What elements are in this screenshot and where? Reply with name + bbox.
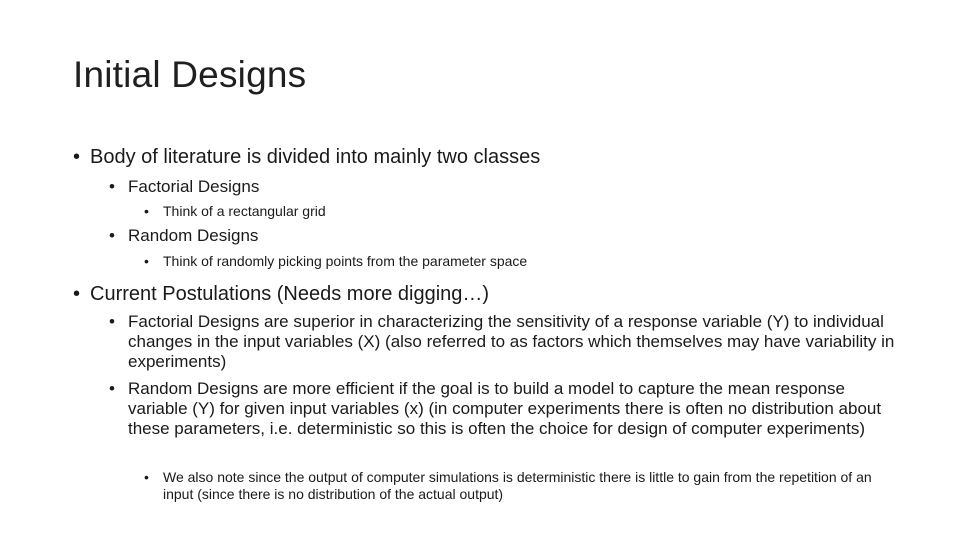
bullet-marker: • [109, 226, 115, 245]
bullet-marker: • [109, 312, 115, 331]
slide-title: Initial Designs [73, 54, 307, 95]
bullet-text: Factorial Designs [128, 177, 260, 196]
bullet-factorial-designs [109, 177, 908, 197]
bullet-text: Think of a rectangular grid [163, 203, 326, 219]
bullet-text: Body of literature is divided into mainly two classes [90, 146, 541, 168]
bullet-marker: • [109, 177, 115, 196]
bullet-text: Random Designs are more efficient if the goal is to build a model to capture the mean response variable (Y) for given input variables (x) (in computer experiments there is often no distribution about these parameters, i.e. deterministic so this is often the choice for design of computer experiments) [128, 379, 882, 438]
bullet-marker: • [144, 203, 149, 219]
bullet-deterministic-note [144, 469, 903, 503]
bullet-marker: • [144, 253, 149, 269]
bullet-marker: • [109, 379, 115, 398]
bullet-random-efficient [109, 379, 898, 439]
bullet-random-designs [109, 226, 908, 246]
bullet-random-points [144, 253, 903, 269]
bullet-factorial-superior [109, 312, 898, 372]
bullet-literature-classes [73, 146, 930, 169]
bullet-text: We also note since the output of computer simulations is deterministic there is little to gain from the repetition of an input (since there is no distribution of the actual output) [163, 469, 872, 502]
bullet-text: Current Postulations (Needs more digging…) [90, 283, 490, 305]
bullet-text: Random Designs [128, 226, 259, 245]
bullet-rectangular-grid [144, 203, 903, 219]
bullet-text: Factorial Designs are superior in characterizing the sensitivity of a response variable (Y) to individual changes in the input variables (X) (also referred to as factors which themselves may have variability in experiments) [128, 312, 895, 371]
bullet-current-postulations [73, 283, 930, 306]
bullet-marker: • [73, 146, 81, 168]
bullet-marker: • [73, 283, 81, 305]
bullet-text: Think of randomly picking points from the parameter space [163, 253, 528, 269]
bullet-marker: • [144, 469, 149, 485]
